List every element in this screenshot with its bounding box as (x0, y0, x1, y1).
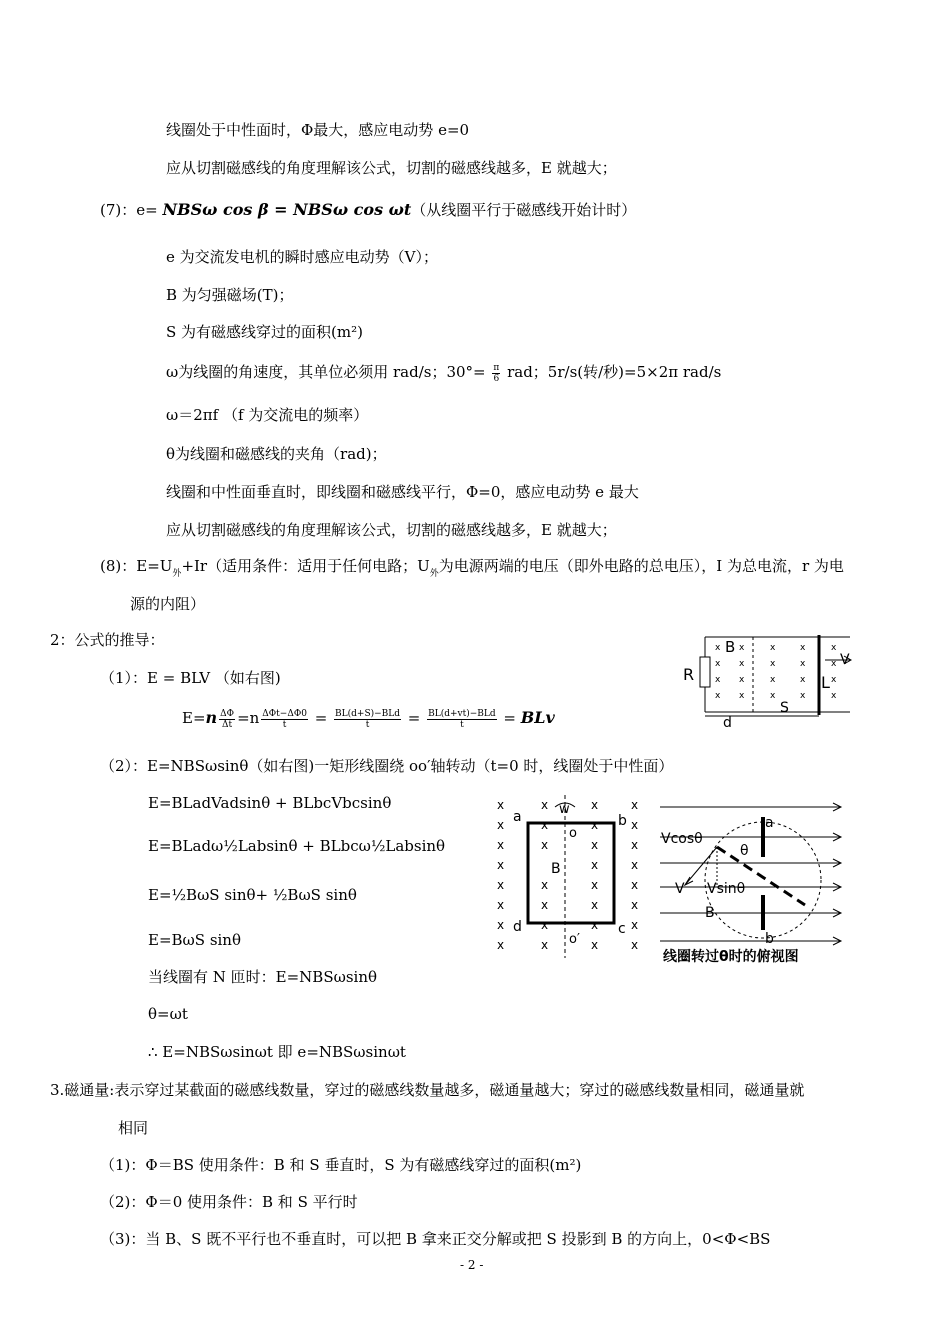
svg-text:x: x (591, 838, 599, 852)
top-view-diagram (655, 795, 845, 970)
frac-3 (334, 709, 401, 730)
svg-text:x: x (541, 838, 549, 852)
omega-text-a: ω为线圈的角速度，其单位必须用 rad/s；30°= (166, 363, 491, 381)
frac-4-den: t (460, 719, 464, 730)
derivation-1-title: （1）：E = BLV （如右图) (100, 669, 281, 687)
svg-text:x: x (715, 691, 721, 701)
text-line-b: B 为匀强磁场(T)； (166, 286, 294, 304)
caption: 线圈转过θ时的俯视图 (663, 949, 799, 965)
deriv-eq-n: =n (237, 709, 260, 727)
frac-2-den: t (282, 719, 287, 730)
text-line-perpendicular: 线圈和中性面垂直时，即线圈和磁感线平行，Φ=0，感应电动势 e 最大 (166, 483, 639, 501)
frac-3-num: BL(d+S)−BLd (335, 708, 401, 719)
text-line-1: 线圈处于中性面时，Φ最大，感应电动势 e=0 (166, 121, 470, 139)
svg-text:x: x (800, 643, 806, 653)
label-vsin: Vsinθ (707, 881, 746, 897)
formula-8-b: +Ir（适用条件：适用于任何电路；U (181, 557, 430, 575)
text-line-internal-resistance: 源的内阻） (130, 595, 206, 613)
frac-4-num: BL(d+vt)−BLd (428, 708, 496, 719)
svg-text:x: x (770, 691, 776, 701)
label-b: B (725, 638, 736, 656)
svg-text:x: x (739, 659, 745, 669)
label-w: w (559, 802, 570, 817)
pi-over-6-fraction (492, 363, 500, 384)
svg-text:x: x (831, 643, 837, 653)
svg-text:x: x (770, 643, 776, 653)
label-l: L (821, 673, 830, 692)
svg-text:x: x (800, 659, 806, 669)
page-number: - 2 - (460, 1258, 484, 1272)
frac-1-num: ΔΦ (220, 708, 235, 719)
formula-8-c: 为电源两端的电压（即外电路的总电压），I 为总电流，r 为电 (438, 557, 844, 575)
label-a: a (513, 809, 522, 825)
svg-text:x: x (715, 659, 721, 669)
frac-4 (427, 709, 497, 730)
svg-text:x: x (800, 691, 806, 701)
frac-1-den: Δt (222, 719, 233, 730)
flux-case-3: （3)：当 B、S 既不平行也不垂直时，可以把 B 拿来正交分解或把 S 投影到 B 的方向上，0<Φ<BS (100, 1230, 771, 1248)
derivation-2-step-5: 当线圈有 N 匝时：E=NBSωsinθ (148, 968, 378, 986)
frac-3-den: t (365, 719, 370, 730)
deriv-blv: BLv (520, 708, 555, 727)
svg-text:x: x (631, 798, 639, 812)
formula-8-subscript: 外 (172, 569, 182, 579)
section-3-text-cont: 相同 (118, 1119, 149, 1137)
text-line-e: e 为交流发电机的瞬时感应电动势（V）； (166, 248, 438, 266)
svg-text:x: x (631, 838, 639, 852)
svg-text:x: x (770, 659, 776, 669)
svg-text:x: x (541, 798, 549, 812)
svg-text:x: x (631, 878, 639, 892)
svg-text:x: x (497, 838, 505, 852)
derivation-2-conclusion: ∴ E=NBSωsinωt 即 e=NBSωsinωt (148, 1043, 406, 1061)
text-line-cutting: 应从切割磁感线的角度理解该公式，切割的磁感线越多，E 就越大； (166, 521, 617, 539)
svg-text:x: x (591, 918, 599, 932)
deriv-n: n (205, 708, 218, 727)
svg-text:x: x (831, 675, 837, 685)
svg-text:x: x (770, 675, 776, 685)
svg-text:x: x (631, 818, 639, 832)
svg-text:x: x (541, 938, 549, 952)
svg-text:x: x (497, 818, 505, 832)
svg-text:x: x (591, 818, 599, 832)
svg-text:x: x (631, 858, 639, 872)
label-d: d (723, 715, 732, 730)
derivation-1-formula: E=n $\frac{\Delta\Phi}{\Delta t}$ =n $\frac{\text{ΔΦt−ΔΦ0}}{t}$ = $\frac{\text{BL(d+S)−BLd}}{t}$ = $\frac{\text{BL(d+vt)−BLd}}{t}$ = BLv (182, 708, 555, 730)
svg-text:x: x (591, 898, 599, 912)
label-o: o (569, 826, 577, 841)
deriv-e: E= (182, 709, 206, 727)
label-a: a (765, 815, 774, 831)
svg-text:x: x (715, 643, 721, 653)
frac-2 (261, 709, 308, 730)
svg-text:x: x (800, 675, 806, 685)
formula-7 (100, 200, 636, 220)
svg-text:x: x (591, 938, 599, 952)
svg-text:x: x (497, 798, 505, 812)
label-b-field: B (551, 861, 561, 877)
svg-text:x: x (591, 798, 599, 812)
svg-text:x: x (541, 898, 549, 912)
omega-text-b: rad；5r/s(转/秒)=5×2π rad/s (502, 363, 722, 381)
text-line-omega (166, 362, 721, 384)
svg-text:x: x (497, 918, 505, 932)
svg-text:x: x (831, 659, 837, 669)
svg-text:x: x (541, 818, 549, 832)
svg-text:x: x (631, 918, 639, 932)
svg-text:x: x (497, 878, 505, 892)
label-v: V (840, 652, 850, 668)
section-2-heading: 2：公式的推导： (50, 631, 165, 649)
field-lines (660, 803, 841, 945)
derivation-2-step-6: θ=ωt (148, 1005, 188, 1023)
derivation-2-step-3: E=½BωS sinθ+ ½BωS sinθ (148, 886, 357, 904)
derivation-2-step-4: E=BωS sinθ (148, 931, 242, 949)
pi-over-6-denominator: 6 (493, 373, 500, 384)
svg-text:x: x (591, 878, 599, 892)
label-o-prime: o′ (569, 932, 580, 947)
formula-7-expression: NBSω cos β = NBSω cos ωt (162, 200, 412, 219)
text-line-theta: θ为线圈和磁感线的夹角（rad)； (166, 445, 387, 463)
svg-text:x: x (541, 918, 549, 932)
formula-8-a: (8)：E=U (100, 557, 173, 575)
pi-over-6-numerator: π (493, 362, 500, 373)
svg-text:x: x (497, 858, 505, 872)
svg-text:x: x (497, 898, 505, 912)
label-b: b (765, 931, 774, 947)
label-c: c (618, 921, 626, 937)
label-s: S (780, 700, 789, 716)
frac-1 (219, 709, 235, 730)
svg-text:x: x (631, 898, 639, 912)
formula-8 (100, 556, 844, 584)
rotating-coil-diagram (493, 793, 653, 963)
svg-text:x: x (831, 691, 837, 701)
resistor (700, 657, 710, 687)
svg-text:x: x (497, 938, 505, 952)
frac-2-num: ΔΦt−ΔΦ0 (262, 708, 307, 719)
derivation-2-title: （2）：E=NBSωsinθ（如右图)一矩形线圈绕 oo′轴转动（t=0 时，线圈处于中性面） (100, 757, 674, 775)
formula-7-note: （从线圈平行于磁感线开始计时） (411, 201, 637, 219)
label-vcos: Vcosθ (661, 831, 703, 847)
label-b-field: B (705, 905, 715, 921)
rail-circuit-diagram (675, 630, 855, 730)
text-line-omega-f: ω＝2πf （f 为交流电的频率） (166, 406, 369, 424)
derivation-2-step-2: E=BLadω½Labsinθ + BLbcω½Labsinθ (148, 837, 446, 855)
svg-text:x: x (541, 878, 549, 892)
svg-text:x: x (739, 675, 745, 685)
section-3-text: 3.磁通量:表示穿过某截面的磁感线数量，穿过的磁感线数量越多，磁通量越大；穿过的磁感线数量相同，磁通量就 (50, 1081, 805, 1099)
svg-text:x: x (591, 858, 599, 872)
flux-case-1: （1)：Φ＝BS 使用条件：B 和 S 垂直时，S 为有磁感线穿过的面积(m²) (100, 1156, 582, 1174)
svg-text:x: x (739, 691, 745, 701)
flux-case-2: （2)：Φ＝0 使用条件：B 和 S 平行时 (100, 1193, 358, 1211)
label-b: b (618, 813, 627, 829)
formula-7-prefix: (7)：e= (100, 201, 163, 219)
velocity-vector (685, 847, 717, 885)
svg-text:x: x (631, 938, 639, 952)
text-line-2: 应从切割磁感线的角度理解该公式，切割的磁感线越多，E 就越大； (166, 159, 617, 177)
svg-text:x: x (715, 675, 721, 685)
label-theta: θ (740, 843, 749, 859)
svg-text:x: x (739, 643, 745, 653)
label-v: V (675, 881, 685, 897)
formula-8-subscript-2: 外 (429, 569, 439, 579)
text-line-s: S 为有磁感线穿过的面积(m²) (166, 323, 363, 341)
label-r: R (683, 665, 695, 684)
derivation-2-step-1: E=BLadVadsinθ + BLbcVbcsinθ (148, 794, 392, 812)
label-d: d (513, 919, 522, 935)
